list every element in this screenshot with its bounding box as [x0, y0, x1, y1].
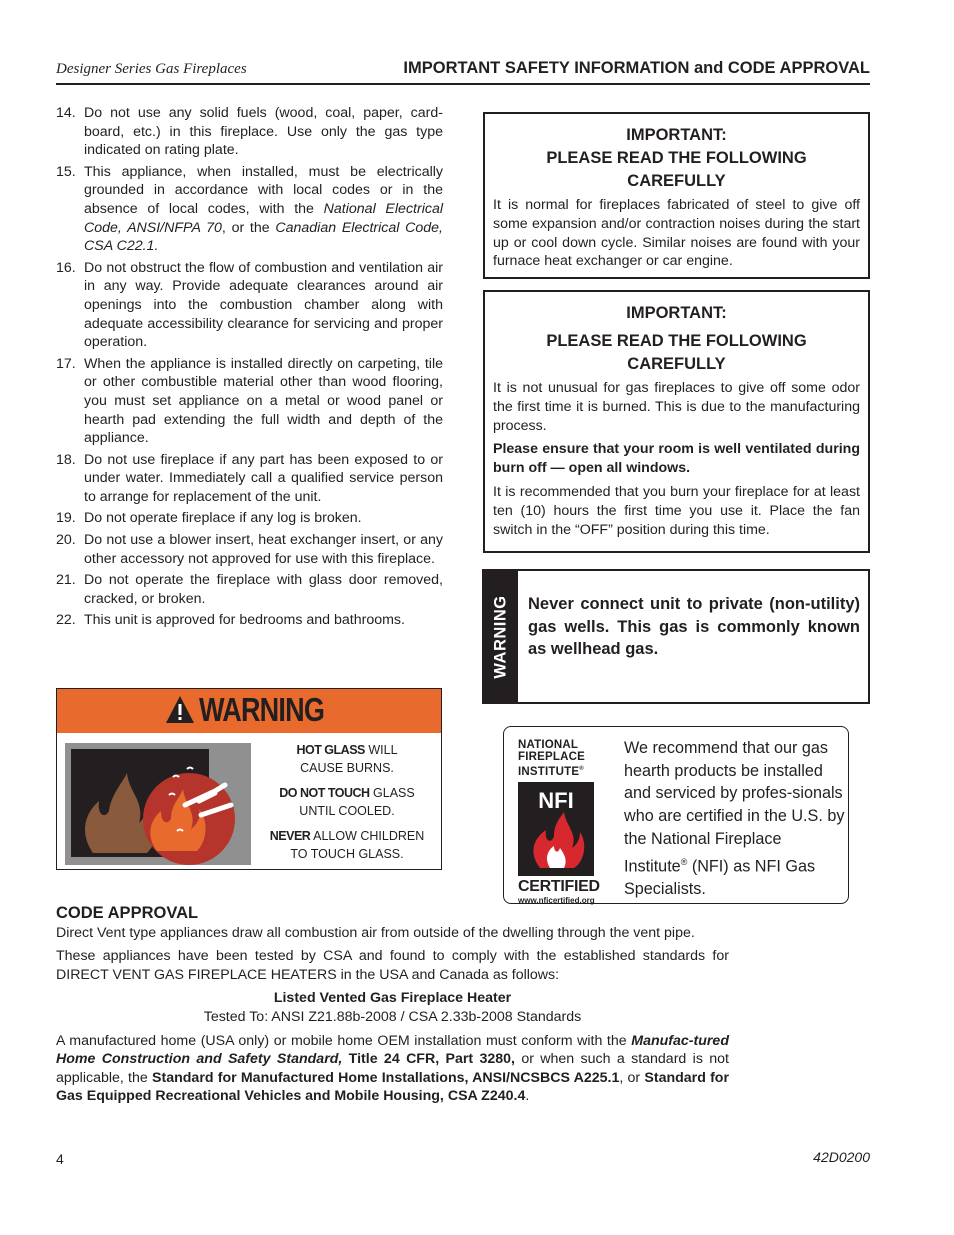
- important-box-noises: [483, 112, 870, 279]
- nfi-certification-box: [503, 726, 849, 904]
- list-item: 16. Do not obstruct the flow of combustion and ventilation air in any way. Provide adequate clearances around air openings into the combustion chamber along with adequate accessibility clearance for servicing and proper operation.: [56, 259, 443, 351]
- wellhead-gas-warning: [482, 569, 870, 704]
- page-number: 4: [56, 1151, 64, 1167]
- box-paragraph: It is recommended that you burn your fireplace for at least ten (10) hours the first time you use it. Place the fan switch in the “OFF” position during this time.: [493, 483, 860, 538]
- list-item: 20. Do not use a blower insert, heat exchanger insert, or any other accessory not approved for use with this fireplace.: [56, 532, 443, 567]
- document-number: 42D0200: [813, 1149, 870, 1165]
- nfi-recommendation: We recommend that our gas hearth products be installed and serviced by profes-sionals who are certified in the U.S. by the National Fireplace Institute® (NFI) as NFI Gas Specialists.: [624, 739, 845, 898]
- hot-glass-warning-label: [56, 688, 442, 870]
- list-item: 21. Do not operate the fireplace with glass door removed, cracked, or broken.: [56, 572, 443, 607]
- page-header: [56, 55, 870, 85]
- box-paragraph-bold: Please ensure that your room is well ventilated during burn off — open all windows.: [493, 441, 860, 477]
- list-item: 17. When the appliance is installed directly on carpeting, tile or other combustible material other than wood flooring, you must set appliance on a metal or wood panel or hearth pad extending the full width and depth of the appliance.: [56, 355, 443, 447]
- list-item: 14. Do not use any solid fuels (wood, coal, paper, card-board, etc.) in this fireplace. Use only the gas type indicated on rating plate.: [56, 105, 443, 159]
- nfi-logo: [518, 739, 610, 905]
- hot-glass-line: HOT GLASS WILL CAUSE BURNS.: [296, 743, 398, 775]
- list-item: 15. This appliance, when installed, must be electrically grounded in accordance with local codes or in the absence of local codes, with the National Electrical Code, ANSI/NFPA 70, or the Canadian Electrical Code, CSA C22.1.: [56, 163, 443, 255]
- warning-side-label: WARNING: [484, 571, 518, 702]
- warning-banner: [57, 689, 441, 733]
- nfi-org-name: NATIONAL FIREPLACE INSTITUTE®: [518, 739, 585, 778]
- nfi-url: www.nficertified.org: [518, 895, 595, 905]
- series-title: Designer Series Gas Fireplaces: [56, 61, 247, 77]
- do-not-touch-line: DO NOT TOUCH GLASS UNTIL COOLED.: [279, 786, 415, 818]
- box-paragraph: It is not unusual for gas fireplaces to give off some odor the first time it is burned. This is due to the manufacturing process.: [493, 380, 860, 434]
- warning-banner-text: WARNING: [199, 691, 325, 728]
- flame-hand-icon: [65, 743, 251, 865]
- list-item: 19. Do not operate fireplace if any log is broken.: [56, 510, 362, 527]
- code-paragraph: Direct Vent type appliances draw all combustion air from outside of the dwelling through the vent pipe.: [56, 924, 695, 941]
- box-title: IMPORTANT:: [626, 304, 727, 322]
- warning-triangle-icon: [165, 695, 195, 725]
- box-title: IMPORTANT:: [626, 126, 727, 144]
- code-paragraph: A manufactured home (USA only) or mobile home OEM installation must conform with the Manufac-tured Home Construction and Safety Standard, Title 24 CFR, Part 3280, or when such a standard is not applicable, the Standard for Manufactured Home Installations, ANSI/NCSBCS A225.1, or Standard for Gas Equipped Recreational Vehicles and Mobile Housing, CSA Z240.4.: [56, 1032, 729, 1105]
- safety-list: [56, 104, 443, 633]
- code-approval-heading: CODE APPROVAL: [56, 904, 199, 922]
- section-title: IMPORTANT SAFETY INFORMATION and CODE APPROVAL: [403, 59, 870, 77]
- never-allow-line: NEVER ALLOW CHILDREN TO TOUCH GLASS.: [269, 829, 425, 861]
- code-paragraph: These appliances have been tested by CSA and found to comply with the established standards for DIRECT VENT GAS FIREPLACE HEATERS in the USA and Canada as follows:: [56, 948, 729, 983]
- important-box-odor: [483, 290, 870, 553]
- box-subtitle: PLEASE READ THE FOLLOWING CAREFULLY: [546, 149, 807, 190]
- box-body: It is normal for fireplaces fabricated of steel to give off some expansion and/or contraction noises during the start up or cool down cycle. Similar noises are found with your furnace heat exchanger or car engine.: [493, 197, 860, 270]
- hot-glass-pictogram: [65, 743, 251, 865]
- box-subtitle: PLEASE READ THE FOLLOWING CAREFULLY: [546, 332, 807, 373]
- list-item: 22. This unit is approved for bedrooms and bathrooms.: [56, 612, 405, 629]
- listing-info: Listed Vented Gas Fireplace Heater Tested To: ANSI Z21.88b-2008 / CSA 2.33b-2008 Standards: [203, 990, 582, 1025]
- flame-icon: [518, 782, 594, 876]
- code-approval-section: [56, 904, 729, 1111]
- warning-message: Never connect unit to private (non-utility) gas wells. This gas is commonly known as wellhead gas.: [528, 595, 860, 659]
- nfi-mark: NFI: [518, 782, 594, 876]
- nfi-certified-label: CERTIFIED: [518, 877, 600, 895]
- warning-label-texts: [257, 741, 437, 870]
- list-item: 18. Do not use fireplace if any part has been exposed to or under water. Immediately call a qualified service person to arrange for replacement of the unit.: [56, 451, 443, 505]
